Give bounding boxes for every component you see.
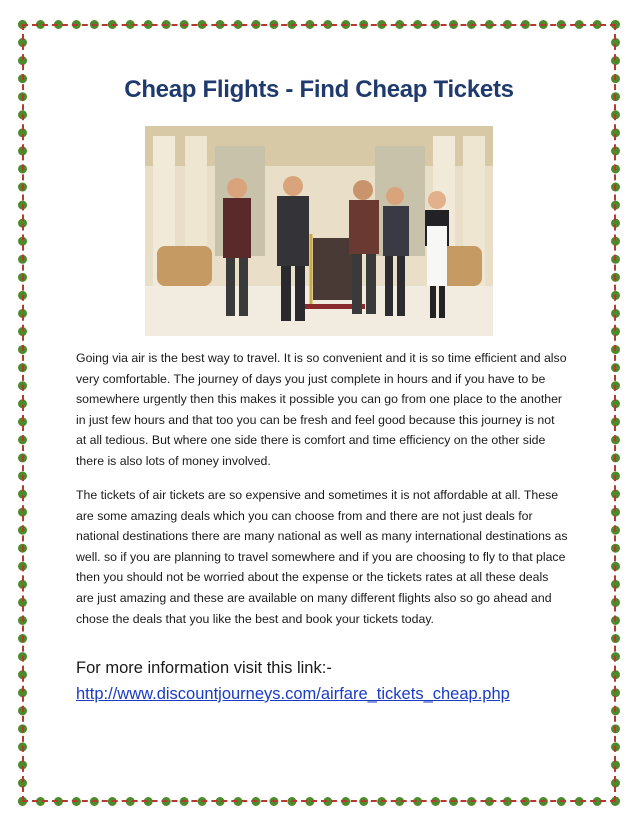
hotel-staff-illustration xyxy=(145,126,493,336)
more-info-link[interactable]: http://www.discountjourneys.com/airfare_tickets_cheap.php xyxy=(76,685,510,703)
article-paragraph-2: The tickets of air tickets are so expensive and sometimes it is not affordable at all. These are some amazing deals which you can choose from and there are not just deals for national destinations there are many national as well as many international destinations as well. so if you are planning to travel somewhere and if you are choosing to fly to that place then you should not be worried about the expense or the tickets rates at all these deals are just amazing and these are available on many different flights also so go ahead and chose the deals that you like the best and book your tickets today. xyxy=(76,488,568,626)
more-info-label: For more information visit this link:- xyxy=(76,659,332,677)
article-paragraph-1: Going via air is the best way to travel. It is so convenient and it is so time efficient and also very comfortable. The journey of days you just complete in hours and if you have to be somewhere urgently then this makes it possible you can go from one place to the another in just few hours and that too you can be fresh and feel good because this journey is not at all tedious. But where one side there is comfort and time efficiency on the other side there is also lots of money involved. xyxy=(76,351,567,468)
page-title: Cheap Flights - Find Cheap Tickets xyxy=(124,76,514,103)
hero-image xyxy=(145,126,493,336)
